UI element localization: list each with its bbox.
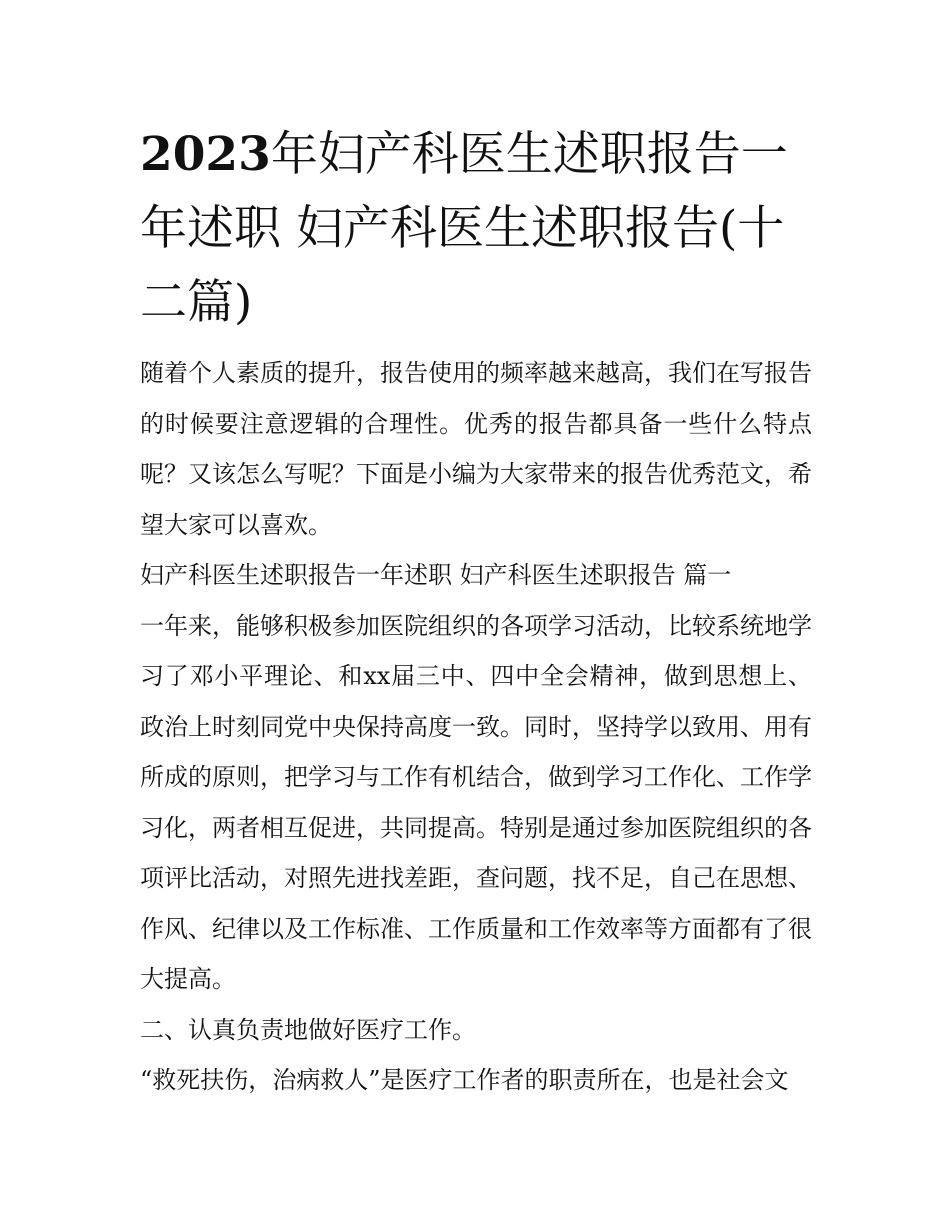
body-paragraph-1: 一年来，能够积极参加医院组织的各项学习活动，比较系统地学习了邓小平理论、和xx届三中、四中全会精神，做到思想上、政治上时刻同党中央保持高度一致。同时，坚持学以致用、用有所成的原则，把学习与工作有机结合，做到学习工作化、工作学习化，两者相互促进，共同提高。特别是通过参加医院组织的各项评比活动，对照先进找差距，查问题，找不足，自己在思想、作风、纪律以及工作标准、工作质量和工作效率等方面都有了很大提高。 — [140, 611, 812, 993]
document-page — [140, 118, 812, 1106]
title-text: 年妇产科医生述职报告一年述职 妇产科医生述职报告(十二篇) — [140, 127, 788, 330]
intro-paragraph: 随着个人素质的提升，报告使用的频率越来越高，我们在写报告的时候要注意逻辑的合理性。优秀的报告都具备一些什么特点呢？又该怎么写呢？下面是小编为大家带来的报告优秀范文，希望大家可以喜欢。 — [140, 359, 812, 539]
title-year: 2023 — [140, 127, 271, 182]
document-title — [140, 118, 812, 340]
body-paragraph-2: “救死扶伤，治病救人”是医疗工作者的职责所在，也是社会文 — [140, 1066, 789, 1094]
section-heading: 妇产科医生述职报告一年述职 妇产科医生述职报告 篇一 — [140, 561, 732, 589]
subheading-2: 二、认真负责地做好医疗工作。 — [140, 1015, 476, 1044]
